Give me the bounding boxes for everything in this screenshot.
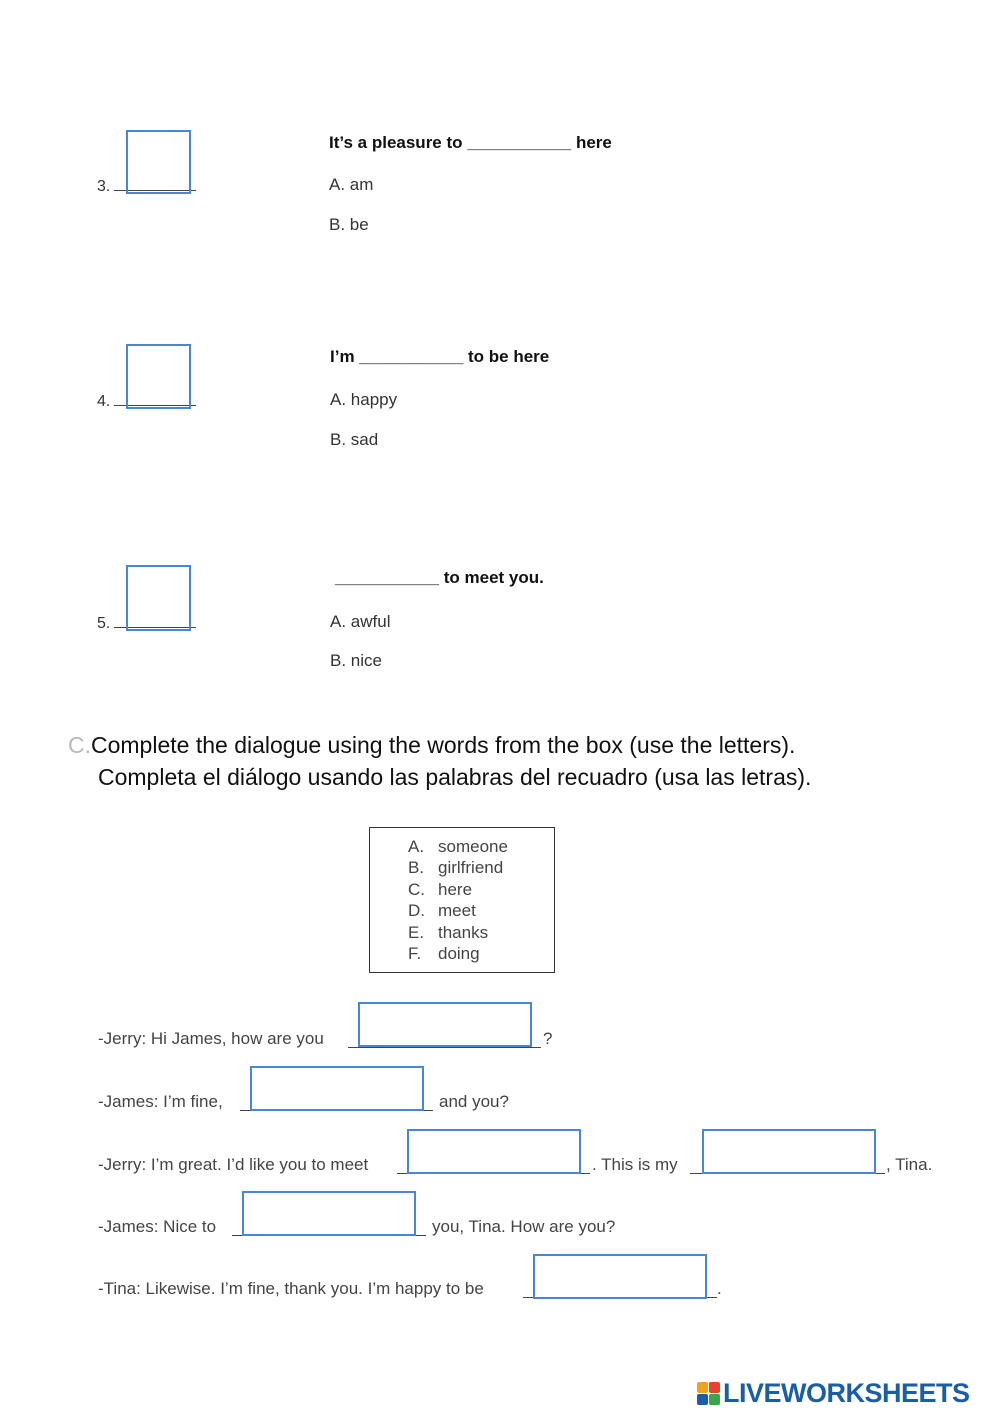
question-3-number: 3.	[97, 176, 196, 196]
section-c-letter: C.	[68, 732, 91, 758]
dialogue-line-3-start: -Jerry: I’m great. I’d like you to meet	[98, 1155, 369, 1174]
question-3-option-b: B. be	[329, 215, 369, 234]
question-5-option-b: B. nice	[330, 651, 382, 670]
question-5-prompt: ___________ to meet you.	[335, 568, 544, 587]
section-c-line-2: Completa el diálogo usando las palabras del recuadro (usa las letras).	[98, 764, 812, 790]
question-4-option-a: A. happy	[330, 390, 398, 409]
dialogue-line-5-end: .	[717, 1279, 722, 1298]
dialogue-answer-box-2[interactable]	[250, 1066, 424, 1111]
question-5-number: 5.	[97, 613, 196, 633]
dialogue-line-1-end: ?	[543, 1029, 553, 1048]
liveworksheets-logo-text: LIVEWORKSHEETS	[723, 1378, 970, 1408]
word-item-f: F. doing	[408, 944, 480, 964]
dialogue-line-2-start: -James: I’m fine,	[98, 1092, 223, 1111]
dialogue-answer-box-5[interactable]	[242, 1191, 416, 1236]
dialogue-answer-box-4[interactable]	[702, 1129, 876, 1174]
section-c-instructions	[68, 729, 811, 793]
question-4-answer-box[interactable]	[126, 344, 191, 409]
dialogue-line-2-end: and you?	[439, 1092, 509, 1111]
dialogue-line-5-start: -Tina: Likewise. I’m fine, thank you. I’m happy to be	[98, 1279, 484, 1298]
question-4-option-b: B. sad	[330, 430, 379, 449]
word-item-e: E. thanks	[408, 922, 489, 942]
dialogue-answer-box-1[interactable]	[358, 1002, 532, 1047]
dialogue-answer-box-3[interactable]	[407, 1129, 581, 1174]
question-5-option-a: A. awful	[330, 612, 391, 631]
question-5-answer-box[interactable]	[126, 565, 191, 631]
word-list	[408, 836, 508, 964]
word-item-c: C. here	[408, 879, 473, 899]
word-item-a: A. someone	[408, 837, 508, 856]
question-4-prompt: I’m ___________ to be here	[330, 347, 550, 366]
dialogue-line-1-start: -Jerry: Hi James, how are you	[98, 1029, 324, 1048]
liveworksheets-logo-icon	[697, 1382, 721, 1406]
dialogue-answer-box-6[interactable]	[533, 1254, 707, 1299]
question-3-option-a: A. am	[329, 175, 374, 194]
word-item-d: D. meet	[408, 901, 476, 921]
question-4-number: 4.	[97, 391, 196, 411]
dialogue-line-3-middle: . This is my	[592, 1155, 678, 1174]
dialogue-line-4-start: -James: Nice to	[98, 1217, 217, 1236]
dialogue-line-1-underline	[348, 1047, 541, 1048]
section-c-line-1: Complete the dialogue using the words from the box (use the letters).	[91, 732, 796, 758]
dialogue-line-4-end: you, Tina. How are you?	[432, 1217, 616, 1236]
liveworksheets-logo	[697, 1378, 970, 1409]
word-item-b: B. girlfriend	[408, 858, 504, 878]
question-3-prompt: It’s a pleasure to ___________ here	[329, 133, 612, 152]
question-3-answer-box[interactable]	[126, 130, 191, 194]
word-box	[369, 827, 555, 973]
dialogue-line-3-end: , Tina.	[886, 1155, 933, 1174]
